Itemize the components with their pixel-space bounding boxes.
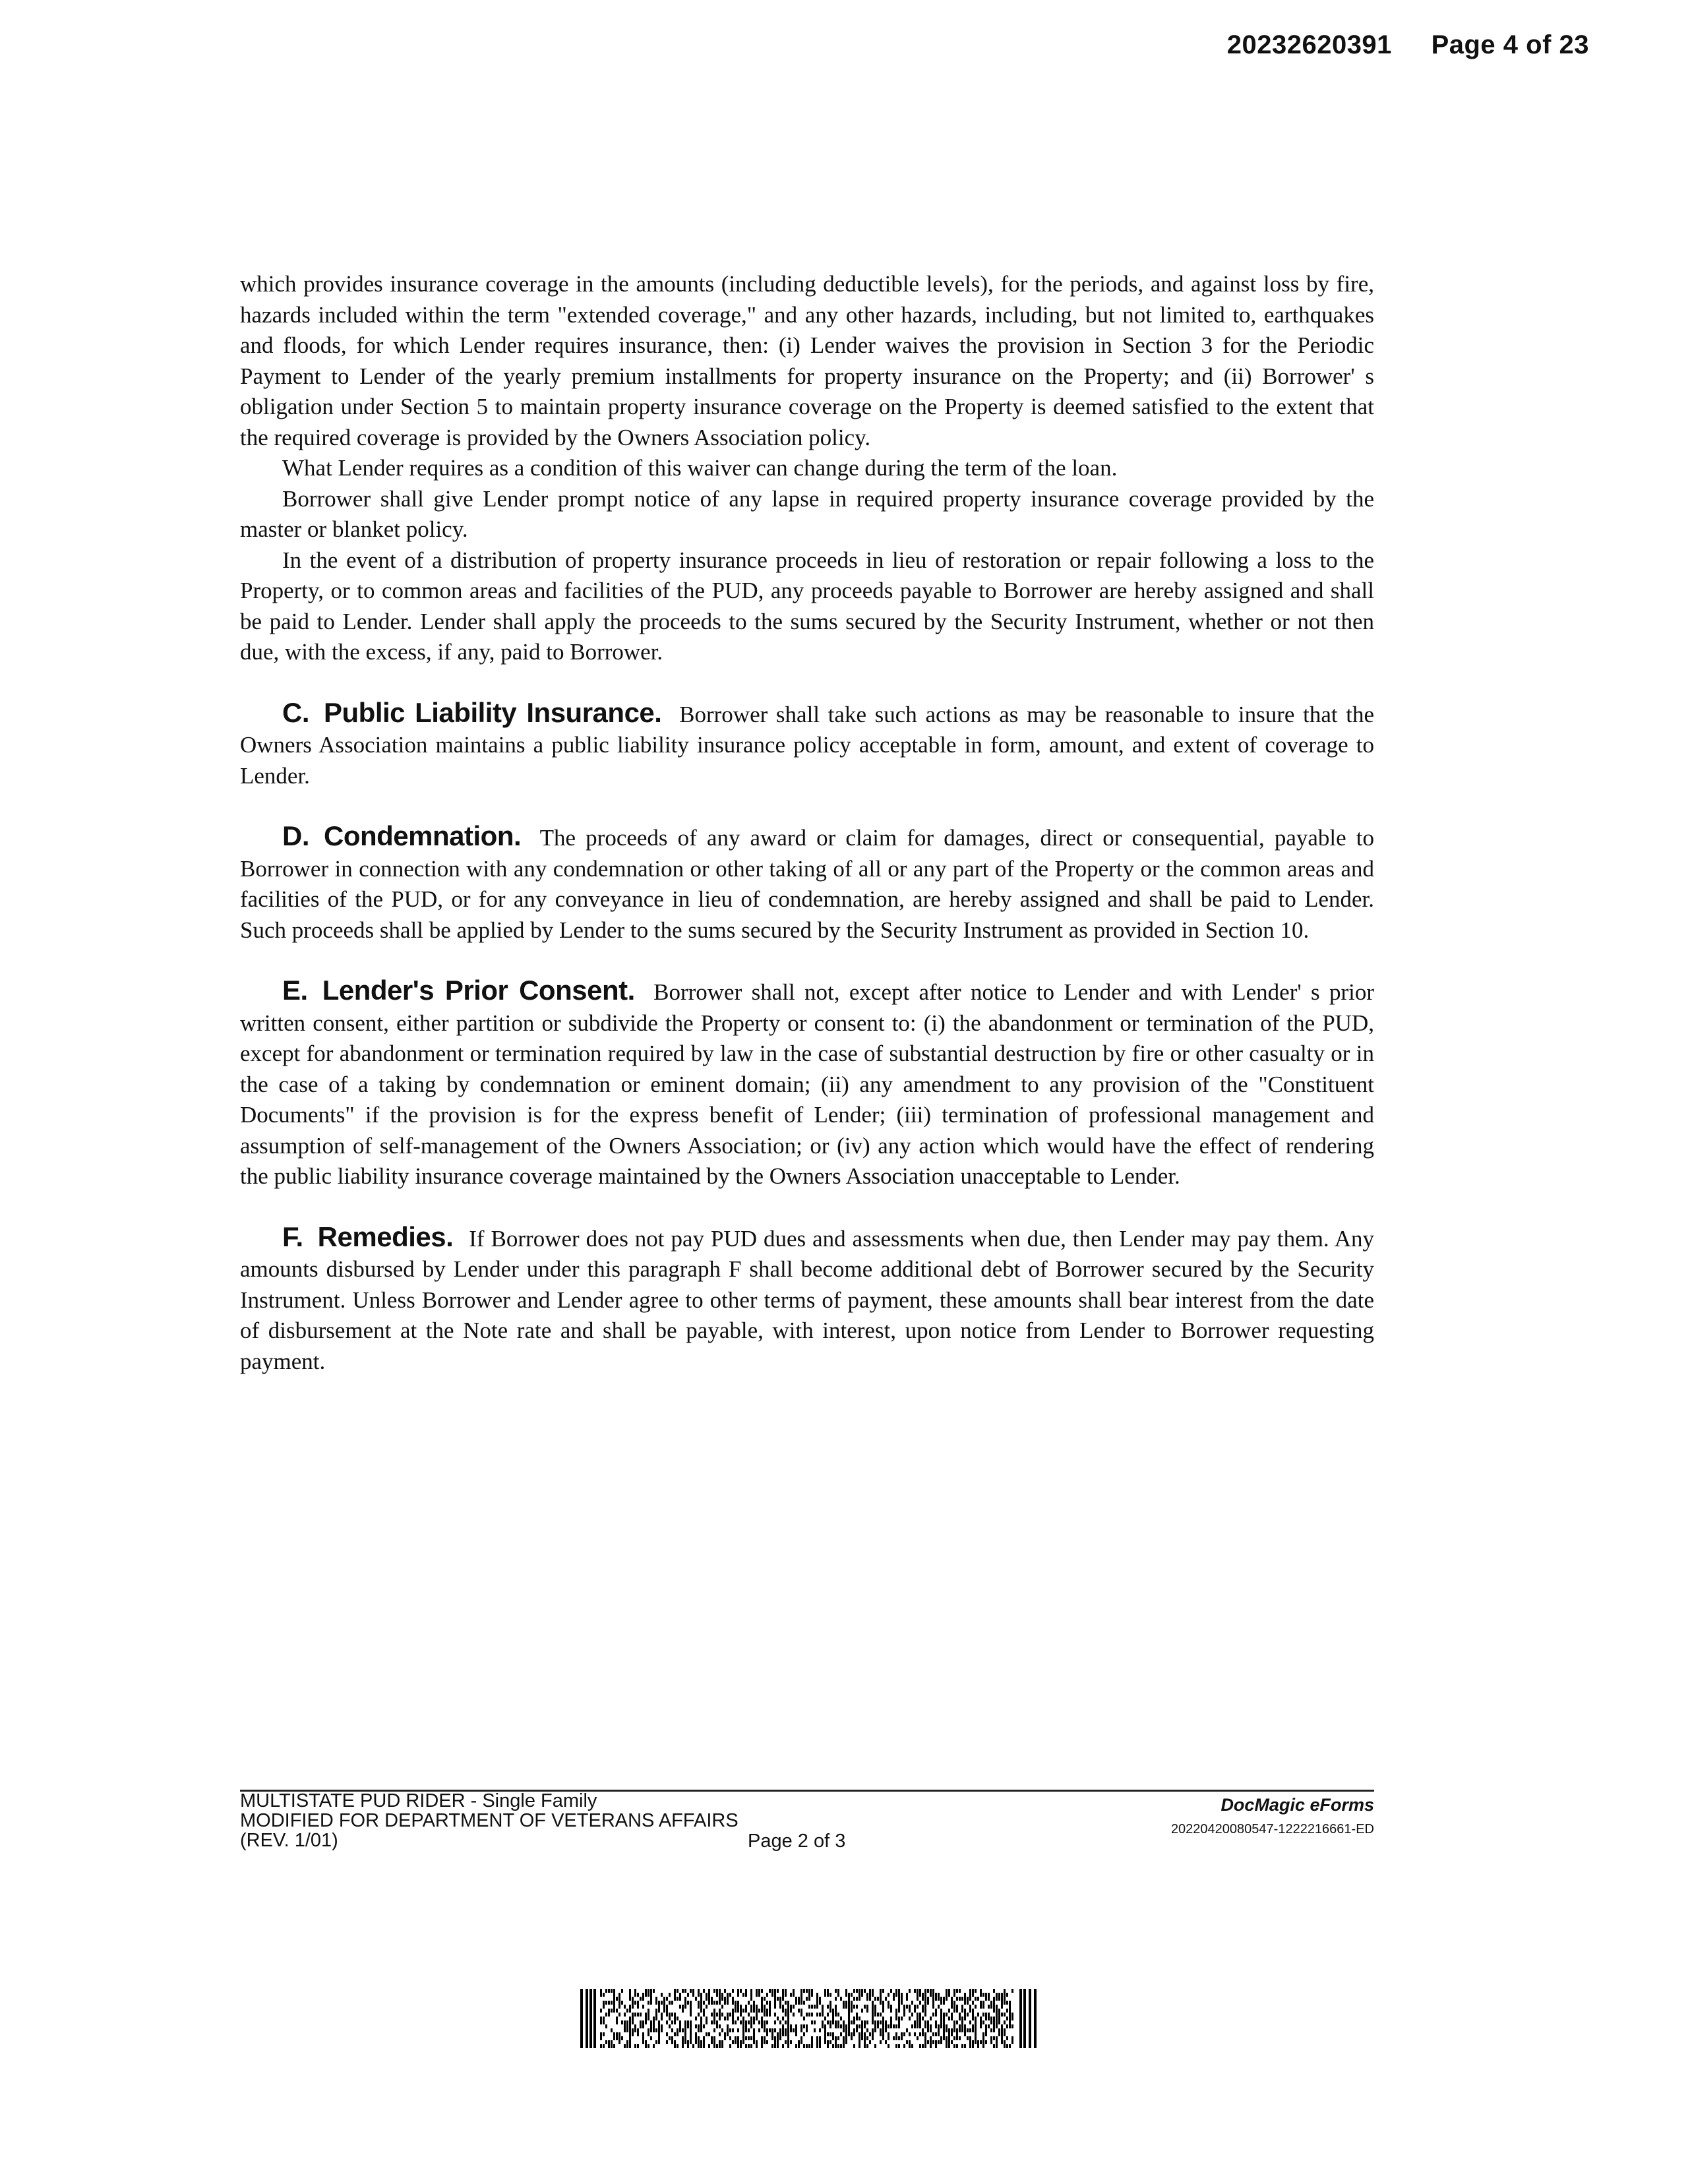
paragraph-waiver: What Lender requires as a condition of this waiver can change during the term of the loan. [282,455,1118,481]
section-f-text: If Borrower does not pay PUD dues and assessments when due, then Lender may pay them. Any amounts disbursed by Lender under this paragraph F shall become additional debt of Borrower secured by the Security Instrument. Unless Borrower and Lender agree to other terms of payment, these amounts shall bear interest from the date of disbursement at the Note rate and shall be payable, with interest, upon notice from Lender to Borrower requesting payment. [240,1225,1374,1374]
footer-brand-block [1171,1795,1374,1837]
footer-page-number: Page 2 of 3 [748,1831,846,1852]
document-body [240,269,1374,1377]
page-indicator: Page 4 of 23 [1431,30,1589,59]
section-d [240,821,1374,946]
page-header [1227,30,1589,60]
section-e-heading: E. Lender's Prior Consent. [282,975,635,1006]
document-number: 20232620391 [1226,30,1392,59]
section-d-heading: D. Condemnation. [282,820,522,851]
footer-form-title [240,1791,738,1850]
paragraph-distribution: In the event of a distribution of property insurance proceeds in lieu of restoration or repair following a loss to the Property, or to common areas and facilities of the PUD, any proceeds payable to Borrower are hereby assigned and shall be paid to Lender. Lender shall apply the proceeds to the sums secured by the Security Instrument, whether or not then due, with the excess, if any, paid to Borrower. [240,547,1374,665]
paragraph-notice: Borrower shall give Lender prompt notice of any lapse in required property insurance coverage provided by the master or blanket policy. [240,485,1374,542]
section-c [240,698,1374,792]
section-e [240,975,1374,1192]
barcode-icon [580,1989,1038,2048]
section-f-heading: F. Remedies. [282,1221,454,1252]
docmagic-logo: DocMagic eForms [1221,1795,1374,1815]
footer-line-3: (REV. 1/01) [240,1830,338,1851]
footer-line-1: MULTISTATE PUD RIDER - Single Family [240,1790,597,1811]
section-d-text: The proceeds of any award or claim for damages, direct or consequential, payable to Borrower in connection with any condemnation or other taking of all or any part of the Property or the common areas and facilities of the PUD, or for any conveyance in lieu of condemnation, are hereby assigned and shall be paid to Lender. Such proceeds shall be applied by Lender to the sums secured by the Security Instrument as provided in Section 10. [240,825,1375,943]
section-c-heading: C. Public Liability Insurance. [282,696,662,728]
paragraph-continued: which provides insurance coverage in the amounts (including deductible levels), for the periods, and against loss by fire, hazards included within the term "extended coverage," and any other hazards, including, but not limited to, earthquakes and floods, for which Lender requires insurance, then: (i) Lender waives the provision in Section 3 for the Periodic Payment to Lender of the yearly premium installments for property insurance on the Property; and (ii) Borrower' s obligation under Section 5 to maintain property insurance coverage on the Property is deemed satisfied to the extent that the required coverage is provided by the Owners Association policy. [240,271,1374,450]
footer-line-2: MODIFIED FOR DEPARTMENT OF VETERANS AFFAIRS [240,1810,738,1831]
section-e-text: Borrower shall not, except after notice to Lender and with Lender' s prior written consent, either partition or subdivide the Property or consent to: (i) the abandonment or termination of the PUD, except for abandonment or termination required by law in the case of substantial destruction by fire or other casualty or in the case of a taking by condemnation or eminent domain; (ii) any amendment to any provision of the "Constituent Documents" if the provision is for the express benefit of Lender; (iii) termination of professional management and assumption of self-management of the Owners Association; or (iv) any action which would have the effect of rendering the public liability insurance coverage maintained by the Owners Association unacceptable to Lender. [240,979,1374,1189]
section-f [240,1222,1374,1378]
form-id: 20220420080547-1222216661-ED [1170,1822,1374,1836]
section-c-text: Borrower shall take such actions as may be reasonable to insure that the Owners Association maintains a public liability insurance policy acceptable in form, amount, and extent of coverage to Lender. [240,701,1375,789]
